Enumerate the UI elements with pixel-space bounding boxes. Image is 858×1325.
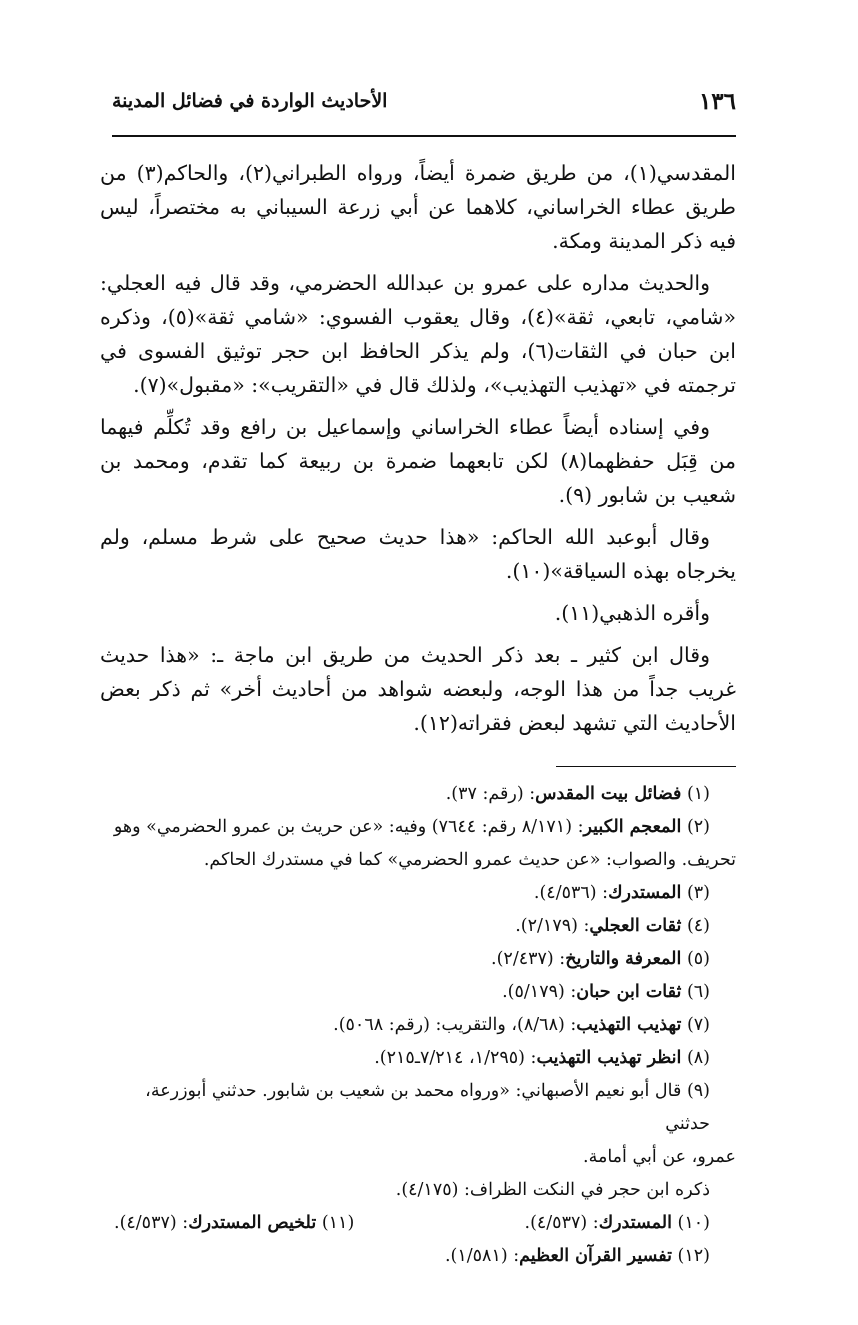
- page-header: [112, 88, 736, 132]
- footnote-6: (٦) ثقات ابن حبان: (٥/١٧٩).: [502, 982, 710, 1002]
- running-title: الأحاديث الواردة في فضائل المدينة: [112, 90, 388, 112]
- footnote-11: (١١) تلخيص المستدرك: (٤/٥٣٧).: [114, 1213, 355, 1233]
- footnote-2: (٢) المعجم الكبير: (٨/١٧١ رقم: ٧٦٤٤) وفيه: «عن حريث بن عمرو الحضرمي» وهو: [113, 817, 710, 837]
- footnote-divider: [556, 766, 736, 767]
- header-divider: [112, 135, 736, 137]
- footnote-9-continued: عمرو، عن أبي أمامة.: [583, 1147, 736, 1167]
- footnote-5: (٥) المعرفة والتاريخ: (٢/٤٣٧).: [491, 949, 710, 969]
- paragraph-6: وقال ابن كثير ـ بعد ذكر الحديث من طريق ابن ماجة ـ: «هذا حديث غريب جداً من هذا الوجه، ولبعضه شواهد من أحاديث أخر» ثم ذكر بعض الأحاديث التي تشهد لبعض فقراته(١٢).: [100, 643, 736, 735]
- paragraph-3: وفي إسناده أيضاً عطاء الخراساني وإسماعيل بن رافع وقد تُكلِّم فيهما من قِبَل حفظهما(٨) لكن تابعهما ضمرة بن ربيعة كما تقدم، ومحمد بن شعيب بن شابور (٩).: [100, 415, 736, 507]
- footnotes-10-11: [100, 1207, 736, 1240]
- footnote-8: (٨) انظر تهذيب التهذيب: (١/٢٩٥، ٧/٢١٤ـ٢١٥).: [374, 1048, 710, 1068]
- footnote-1: (١) فضائل بيت المقدس: (رقم: ٣٧).: [445, 784, 710, 804]
- footnote-4: (٤) ثقات العجلي: (٢/١٧٩).: [515, 916, 710, 936]
- paragraph-1: المقدسي(١)، من طريق ضمرة أيضاً، ورواه الطبراني(٢)، والحاكم(٣) من طريق عطاء الخراساني، كلاهما عن أبي زرعة السيباني به مختصراً، ليس فيه ذكر المدينة ومكة.: [100, 161, 736, 253]
- page-number: ١٣٦: [698, 88, 736, 115]
- paragraph-5: وأقره الذهبي(١١).: [554, 601, 710, 625]
- footnote-9: (٩) قال أبو نعيم الأصبهاني: «ورواه محمد بن شعيب بن شابور. حدثني أبوزرعة، حدثني: [145, 1081, 710, 1134]
- paragraph-4: وقال أبوعبد الله الحاكم: «هذا حديث صحيح على شرط مسلم، ولم يخرجاه بهذه السياقة»(١٠).: [100, 525, 736, 583]
- footnote-2-continued: تحريف. والصواب: «عن حديث عمرو الحضرمي» كما في مستدرك الحاكم.: [203, 850, 736, 870]
- main-text: [100, 156, 736, 748]
- paragraph-2: والحديث مداره على عمرو بن عبدالله الحضرمي، وقد قال فيه العجلي: «شامي، تابعي، ثقة»(٤)، وقال يعقوب الفسوي: «شامي ثقة»(٥)، وذكره ابن حبان في الثقات(٦)، ولم يذكر الحافظ ابن حجر توثيق الفسوى في ترجمته في «تهذيب التهذيب»، ولذلك قال في «التقريب»: «مقبول»(٧).: [100, 271, 736, 397]
- footnote-10: (١٠) المستدرك: (٤/٥٣٧).: [524, 1213, 710, 1233]
- footnote-12: (١٢) تفسير القرآن العظيم: (١/٥٨١).: [444, 1246, 710, 1266]
- footnote-9-note: ذكره ابن حجر في النكت الظراف: (٤/١٧٥).: [395, 1180, 710, 1200]
- footnotes: [100, 778, 736, 1273]
- footnote-3: (٣) المستدرك: (٤/٥٣٦).: [533, 883, 710, 903]
- footnote-7: (٧) تهذيب التهذيب: (٨/٦٨)، والتقريب: (رقم: ٥٠٦٨).: [333, 1015, 710, 1035]
